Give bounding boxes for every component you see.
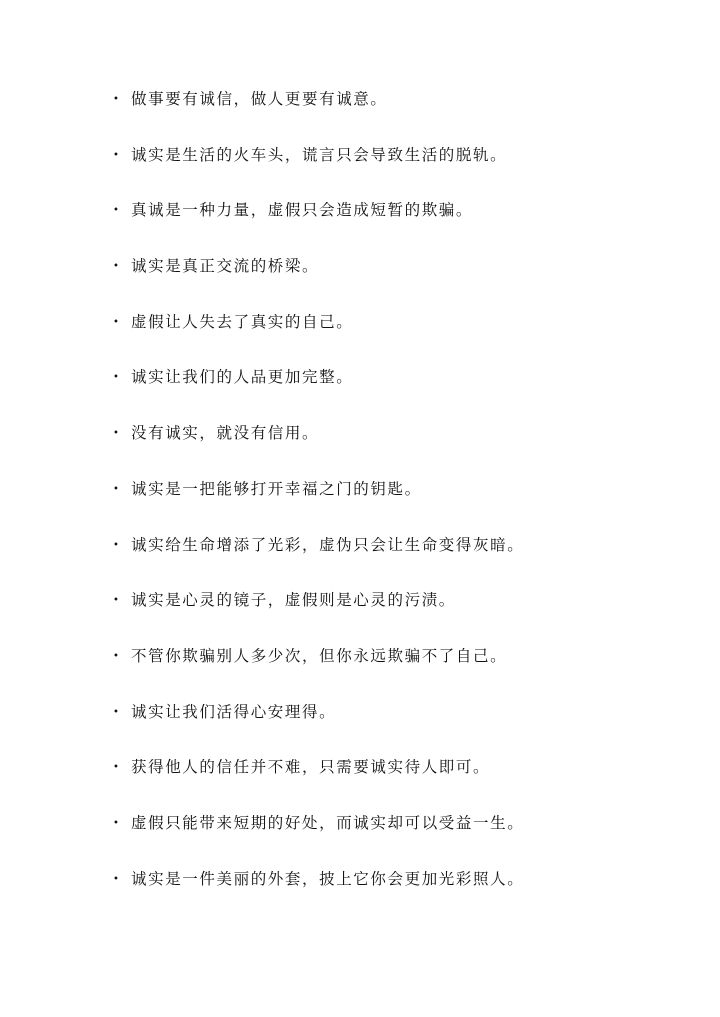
list-item bbox=[0, 406, 720, 462]
list-item bbox=[0, 72, 720, 128]
list-item bbox=[0, 183, 720, 239]
list-item bbox=[0, 852, 720, 908]
bullet-icon: • bbox=[113, 428, 119, 440]
list-item bbox=[0, 685, 720, 741]
list-item-text: 虚假只能带来短期的好处，而诚实却可以受益一生。 bbox=[131, 813, 525, 832]
list-item-text: 诚实是一件美丽的外套，披上它你会更加光彩照人。 bbox=[131, 869, 525, 888]
list-item-text: 诚实给生命增添了光彩，虚伪只会让生命变得灰暗。 bbox=[131, 535, 525, 554]
bullet-icon: • bbox=[113, 873, 119, 885]
list-item-text: 诚实是生活的火车头，谎言只会导致生活的脱轨。 bbox=[131, 145, 508, 164]
list-item bbox=[0, 573, 720, 629]
bullet-icon: • bbox=[113, 483, 119, 495]
list-item-text: 没有诚实，就没有信用。 bbox=[131, 424, 320, 443]
bullet-icon: • bbox=[113, 650, 119, 662]
list-item-text: 诚实是心灵的镜子，虚假则是心灵的污渍。 bbox=[131, 591, 456, 610]
list-item-text: 获得他人的信任并不难，只需要诚实待人即可。 bbox=[131, 758, 491, 777]
list-item bbox=[0, 462, 720, 518]
list-item-text: 诚实是真正交流的桥梁。 bbox=[131, 257, 320, 276]
list-item-text: 做事要有诚信，做人更要有诚意。 bbox=[131, 90, 388, 108]
bullet-icon: • bbox=[113, 372, 119, 384]
bullet-icon: • bbox=[113, 817, 119, 829]
list-item bbox=[0, 295, 720, 351]
bullet-icon: • bbox=[113, 762, 119, 774]
bullet-icon: • bbox=[113, 316, 119, 328]
bullet-icon: • bbox=[113, 94, 119, 105]
bullet-icon: • bbox=[113, 539, 119, 551]
bullet-icon: • bbox=[113, 205, 119, 217]
list-item-text: 虚假让人失去了真实的自己。 bbox=[131, 312, 354, 331]
list-item bbox=[0, 350, 720, 406]
list-item-text: 真诚是一种力量，虚假只会造成短暂的欺骗。 bbox=[131, 201, 474, 220]
bullet-icon: • bbox=[113, 595, 119, 607]
list-item-text: 诚实让我们的人品更加完整。 bbox=[131, 368, 354, 387]
list-item bbox=[0, 629, 720, 685]
bullet-icon: • bbox=[113, 149, 119, 161]
list-item-text: 诚实是一把能够打开幸福之门的钥匙。 bbox=[131, 479, 422, 498]
list-item bbox=[0, 128, 720, 184]
bullet-icon: • bbox=[113, 706, 119, 718]
bullet-icon: • bbox=[113, 261, 119, 273]
list-item bbox=[0, 239, 720, 295]
list-item-text: 不管你欺骗别人多少次，但你永远欺骗不了自己。 bbox=[131, 646, 508, 665]
bullet-list bbox=[0, 72, 720, 907]
list-item-text: 诚实让我们活得心安理得。 bbox=[131, 702, 337, 721]
list-item bbox=[0, 796, 720, 852]
list-item bbox=[0, 740, 720, 796]
list-item bbox=[0, 518, 720, 574]
